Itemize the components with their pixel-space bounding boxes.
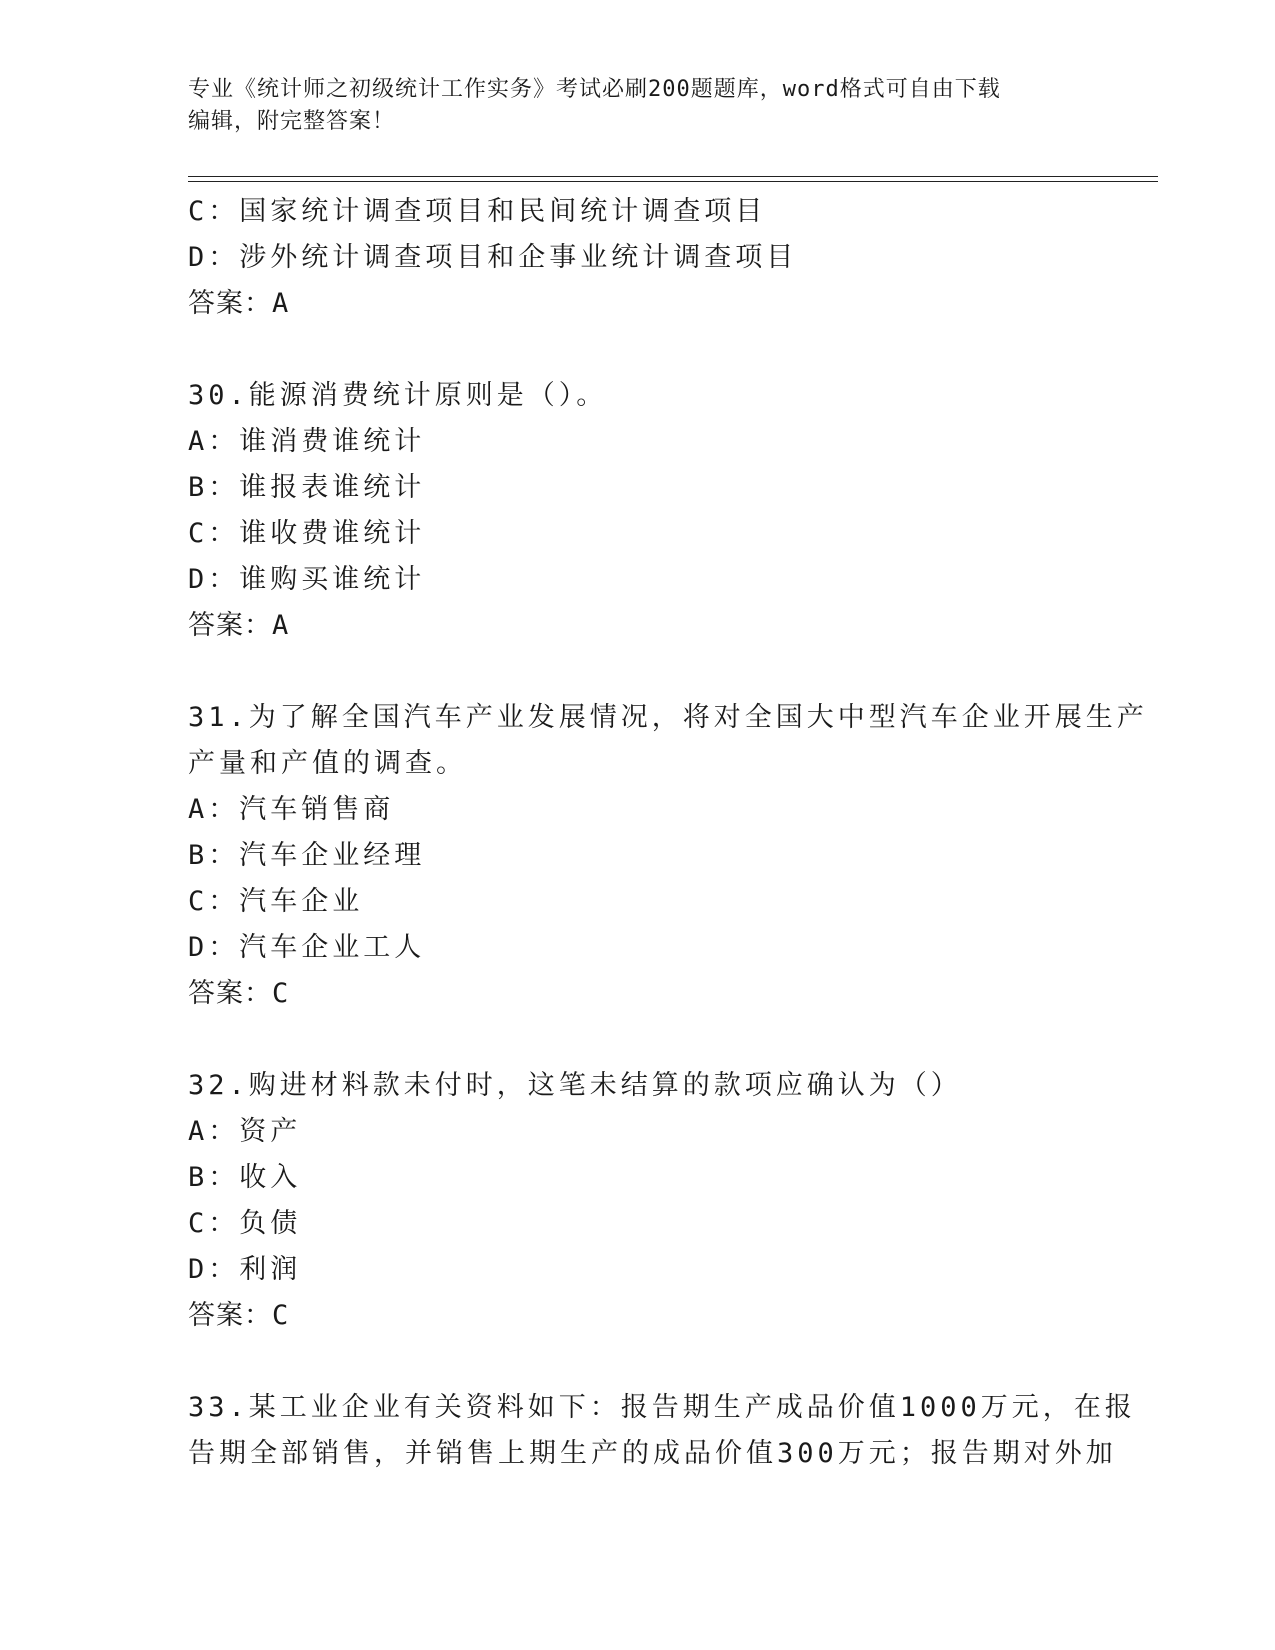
- option-d: D：利润: [188, 1254, 302, 1285]
- option-b: B：汽车企业经理: [188, 840, 426, 871]
- option-c: C：国家统计调查项目和民间统计调查项目: [188, 196, 767, 227]
- answer-label: 答案：: [188, 288, 272, 319]
- question-stem-line-1: 31.为了解全国汽车产业发展情况，将对全国大中型汽车企业开展生产: [188, 702, 1148, 733]
- option-a: A：汽车销售商: [188, 794, 395, 825]
- document-header: [188, 74, 1088, 138]
- answer-label: 答案：: [188, 1300, 272, 1331]
- answer-label: 答案：: [188, 978, 272, 1009]
- spacer: [188, 649, 1088, 695]
- option-d: D：汽车企业工人: [188, 932, 426, 963]
- question-stem-line-2: 告期全部销售，并销售上期生产的成品价值300万元；报告期对外加: [188, 1438, 1117, 1469]
- option-c: C：谁收费谁统计: [188, 518, 426, 549]
- option-c: C：汽车企业: [188, 886, 364, 917]
- question-29: [188, 189, 1088, 327]
- option-d: D：涉外统计调查项目和企事业统计调查项目: [188, 242, 798, 273]
- option-c: C：负债: [188, 1208, 302, 1239]
- question-31: [188, 695, 1148, 1017]
- header-divider-bottom: [188, 181, 1158, 182]
- answer-label: 答案：: [188, 610, 272, 641]
- header-divider-top: [188, 176, 1158, 177]
- question-stem-line-1: 33.某工业企业有关资料如下：报告期生产成品价值1000万元，在报: [188, 1392, 1136, 1423]
- option-a: A：资产: [188, 1116, 302, 1147]
- question-stem: 30.能源消费统计原则是（）。: [188, 380, 608, 411]
- spacer: [188, 1339, 1088, 1385]
- option-b: B：谁报表谁统计: [188, 472, 426, 503]
- option-d: D：谁购买谁统计: [188, 564, 426, 595]
- question-32: [188, 1063, 1088, 1339]
- answer-value: C: [272, 1300, 290, 1331]
- header-line-2: 编辑，附完整答案！: [188, 109, 396, 134]
- option-a: A：谁消费谁统计: [188, 426, 426, 457]
- answer-line: [188, 1293, 1088, 1339]
- question-stem: 32.购进材料款未付时，这笔未结算的款项应确认为（）: [188, 1070, 962, 1101]
- header-line-1: 专业《统计师之初级统计工作实务》考试必刷200题题库，word格式可自由下载: [188, 77, 1001, 102]
- option-b: B：收入: [188, 1162, 302, 1193]
- spacer: [188, 327, 1088, 373]
- answer-value: A: [272, 288, 290, 319]
- spacer: [188, 1017, 1088, 1063]
- answer-value: C: [272, 978, 290, 1009]
- question-stem-line-2: 产量和产值的调查。: [188, 748, 467, 779]
- answer-line: [188, 281, 1088, 327]
- answer-value: A: [272, 610, 290, 641]
- question-30: [188, 373, 1088, 649]
- answer-line: [188, 603, 1088, 649]
- question-33: [188, 1385, 1136, 1477]
- document-body: [188, 189, 1148, 1477]
- answer-line: [188, 971, 1088, 1017]
